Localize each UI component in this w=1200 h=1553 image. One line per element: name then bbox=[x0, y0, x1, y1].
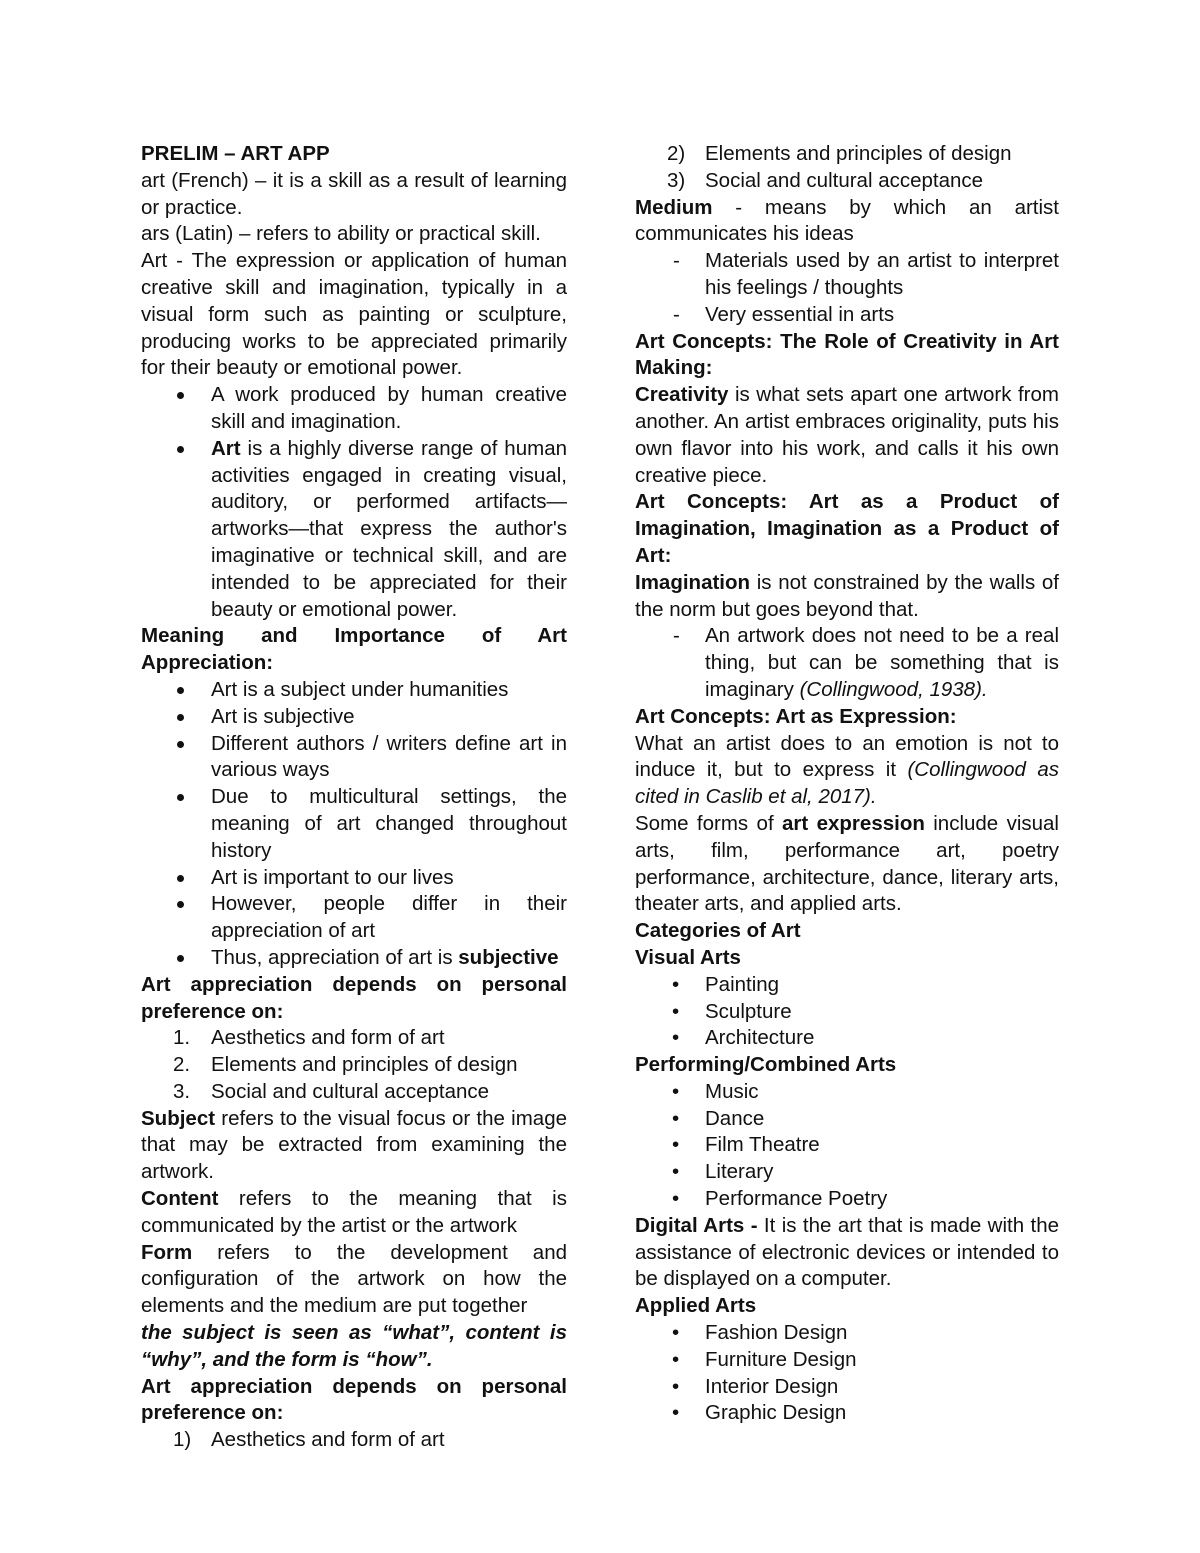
page-title: PRELIM – ART APP bbox=[141, 142, 330, 165]
list-item: 3) Social and cultural acceptance bbox=[667, 168, 984, 192]
content-definition: Content refers to the meaning that is communicated by the artist or the artwork bbox=[141, 1187, 567, 1237]
bullet-icon: • bbox=[672, 1133, 680, 1157]
dash-icon: - bbox=[673, 249, 680, 273]
list-item: Thus, appreciation of art is subjective bbox=[141, 945, 567, 972]
art-bullets bbox=[141, 382, 567, 623]
categories-heading: Categories of Art bbox=[635, 919, 801, 943]
list-item: 1. Aesthetics and form of art bbox=[173, 1026, 445, 1050]
creativity-heading: Art Concepts: The Role of Creativity in Art Making: bbox=[635, 329, 1059, 380]
list-item: • Sculpture bbox=[635, 999, 1059, 1026]
bullet-icon: • bbox=[672, 1026, 680, 1050]
bullet-icon: • bbox=[672, 1187, 680, 1211]
subject-definition: Subject refers to the visual focus or the image that may be extracted from examining the artwork. bbox=[141, 1106, 567, 1184]
ars-latin-definition: ars (Latin) – refers to ability or practical skill. bbox=[141, 222, 541, 246]
expression-heading: Art Concepts: Art as Expression: bbox=[635, 704, 957, 728]
bullet-icon bbox=[177, 794, 184, 801]
bullet-icon: • bbox=[672, 1321, 680, 1345]
list-item: 2) Elements and principles of design bbox=[667, 142, 1012, 165]
dash-icon: - bbox=[673, 624, 680, 648]
list-item: Art is subjective bbox=[141, 704, 567, 731]
bullet-icon bbox=[177, 392, 184, 399]
depends-heading-2: Art appreciation depends on personal preference on: bbox=[141, 1374, 567, 1425]
list-item: • Painting bbox=[635, 972, 1059, 999]
dash-icon: - bbox=[673, 302, 680, 326]
imagination-text: Imagination is not constrained by the walls of the norm but goes beyond that. bbox=[635, 570, 1059, 621]
depends-list-2-continued bbox=[635, 141, 1059, 195]
bullet-icon bbox=[177, 687, 184, 694]
bullet-icon bbox=[177, 741, 184, 748]
list-item: Art is a subject under humanities bbox=[141, 677, 567, 704]
imagination-heading: Art Concepts: Art as a Product of Imagination, Imagination as a Product of Art: bbox=[635, 490, 1059, 567]
bullet-icon bbox=[177, 901, 184, 908]
performing-arts-list bbox=[635, 1079, 1059, 1213]
list-item: A work produced by human creative skill and imagination. bbox=[141, 382, 567, 436]
digital-arts-text: Digital Arts - It is the art that is made with the assistance of electronic devices or intended to be displayed on a computer. bbox=[635, 1213, 1060, 1291]
list-item: • Music bbox=[635, 1079, 1059, 1106]
bullet-icon bbox=[177, 875, 184, 882]
list-item: • Furniture Design bbox=[635, 1347, 1059, 1374]
list-item: • Graphic Design bbox=[635, 1400, 1059, 1427]
list-item: 3. Social and cultural acceptance bbox=[173, 1079, 490, 1103]
list-item: - Materials used by an artist to interpret his feelings / thoughts bbox=[673, 249, 1059, 299]
list-item: • Film Theatre bbox=[635, 1132, 1059, 1159]
list-item: • Literary bbox=[635, 1159, 1059, 1186]
list-item: - An artwork does not need to be a real thing, but can be something that is imaginary (Collingwood, 1938). bbox=[673, 624, 1059, 701]
bullet-icon: • bbox=[672, 1106, 680, 1130]
medium-list bbox=[635, 248, 1059, 328]
list-item: • Fashion Design bbox=[635, 1320, 1059, 1347]
depends-heading: Art appreciation depends on personal preference on: bbox=[141, 972, 567, 1023]
bullet-icon: • bbox=[672, 1079, 680, 1103]
meaning-list bbox=[141, 677, 567, 972]
depends-list-2 bbox=[141, 1427, 567, 1454]
applied-arts-heading: Applied Arts bbox=[635, 1294, 757, 1318]
list-item: • Dance bbox=[635, 1106, 1059, 1133]
imagination-list bbox=[635, 623, 1059, 703]
bullet-icon: • bbox=[672, 999, 680, 1023]
performing-arts-heading: Performing/Combined Arts bbox=[635, 1053, 897, 1077]
forms-text: Some forms of art expression include visual arts, film, performance art, poetry performance, architecture, dance, literary arts, theater arts, and applied arts. bbox=[635, 811, 1059, 916]
bullet-icon: • bbox=[672, 972, 680, 996]
list-item: • Performance Poetry bbox=[635, 1186, 1059, 1213]
form-definition: Form refers to the development and configuration of the artwork on how the elements and the medium are put together bbox=[141, 1240, 567, 1318]
expression-text: What an artist does to an emotion is not to induce it, but to express it (Collingwood as cited in Caslib et al, 2017). bbox=[635, 731, 1060, 809]
applied-arts-list bbox=[635, 1320, 1059, 1427]
bullet-icon: • bbox=[672, 1347, 680, 1371]
left-column bbox=[141, 141, 567, 1454]
art-definition: Art - The expression or application of human creative skill and imagination, typically in a visual form such as painting or sculpture, producing works to be appreciated primarily for their beauty or emotional power. bbox=[141, 249, 567, 380]
list-item: Different authors / writers define art in various ways bbox=[141, 731, 567, 785]
bullet-icon: • bbox=[672, 1160, 680, 1184]
bullet-icon bbox=[177, 714, 184, 721]
bullet-icon: • bbox=[672, 1401, 680, 1425]
list-item: 2. Elements and principles of design bbox=[173, 1053, 518, 1077]
list-item: • Interior Design bbox=[635, 1374, 1059, 1401]
depends-list bbox=[141, 1025, 567, 1105]
bullet-icon: • bbox=[672, 1374, 680, 1398]
list-item: Art is important to our lives bbox=[141, 865, 567, 892]
list-item: - Very essential in arts bbox=[635, 302, 1059, 329]
bullet-icon bbox=[177, 955, 184, 962]
right-column bbox=[635, 141, 1059, 1427]
list-item: Due to multicultural settings, the meaning of art changed throughout history bbox=[141, 784, 567, 864]
list-item: • Architecture bbox=[635, 1025, 1059, 1052]
list-item: Art is a highly diverse range of human activities engaged in creating visual, auditory, or performed artifacts—artworks—that express the author's imaginative or technical skill, and are intended to be appreciated for their beauty or emotional power. bbox=[141, 436, 567, 624]
medium-definition: Medium - means by which an artist communicates his ideas bbox=[635, 195, 1059, 246]
visual-arts-list bbox=[635, 972, 1059, 1052]
list-item: However, people differ in their appreciation of art bbox=[141, 891, 567, 945]
meaning-heading: Meaning and Importance of Art Appreciation: bbox=[141, 624, 567, 675]
art-french-definition: art (French) – it is a skill as a result of learning or practice. bbox=[141, 168, 567, 219]
bullet-icon bbox=[177, 446, 184, 453]
creativity-text: Creativity is what sets apart one artwork from another. An artist embraces originality, puts his own flavor into his work, and calls it his own creative piece. bbox=[635, 383, 1059, 487]
visual-arts-heading: Visual Arts bbox=[635, 945, 741, 969]
subject-content-form-quote: the subject is seen as “what”, content is “why”, and the form is “how”. bbox=[141, 1321, 567, 1371]
list-item: 1) Aesthetics and form of art bbox=[173, 1428, 445, 1452]
